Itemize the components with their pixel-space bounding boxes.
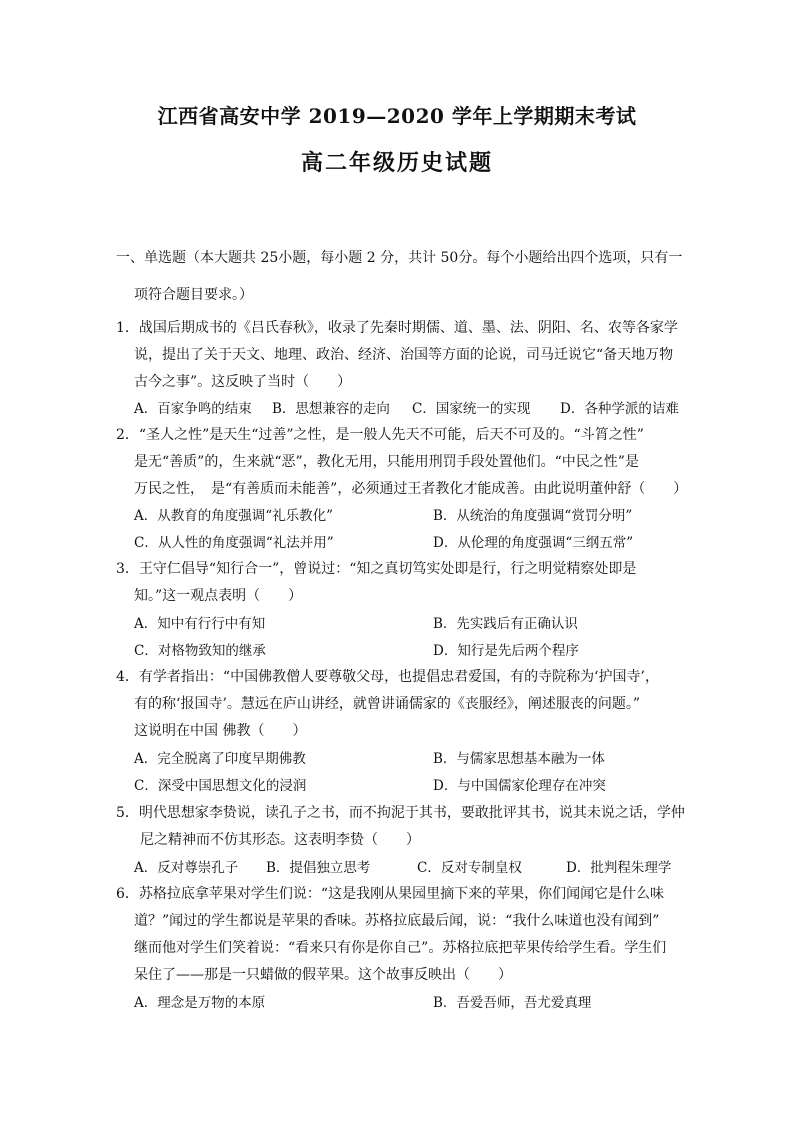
question-5-text: 5．明代思想家李贽说，读孔子之书，而不拘泥于其书，要敢批评其书，说其未说之话，学仲 bbox=[116, 805, 685, 821]
question-1-option-a: A．百家争鸣的结束 bbox=[134, 401, 252, 417]
question-6-text: 呆住了——那是一只蜡做的假苹果。这个故事反映出（ ） bbox=[134, 967, 512, 983]
question-4-text: 这说明在中国 佛教（ ） bbox=[134, 723, 307, 739]
question-6-text: 道？”闻过的学生都说是苹果的香味。苏格拉底最后闻，说：“我什么味道也没有闻到” bbox=[134, 913, 660, 929]
question-5-option-c: C．反对专制皇权 bbox=[417, 860, 522, 876]
question-2-option-d: D．从伦理的角度强调“三纲五常” bbox=[433, 535, 634, 551]
question-4-option-c: C．深受中国思想文化的浸润 bbox=[134, 778, 307, 794]
question-1-text: 1．战国后期成书的《吕氏春秋》，收录了先秦时期儒、道、墨、法、阴阳、名、农等各家学 bbox=[116, 320, 678, 336]
question-6-option-a: A．理念是万物的本原 bbox=[134, 995, 266, 1011]
question-5-option-b: B．提倡独立思考 bbox=[266, 860, 371, 876]
question-3-option-d: D．知行是先后两个程序 bbox=[433, 643, 579, 659]
question-6-text: 6．苏格拉底拿苹果对学生们说：“这是我刚从果园里摘下来的苹果，你们闻闻它是什么味 bbox=[116, 886, 665, 902]
question-3-text: 知。”这一观点表明（ ） bbox=[134, 588, 303, 604]
question-4-option-a: A．完全脱离了印度早期佛教 bbox=[134, 751, 306, 767]
question-4-text: 有的称‘报国寺’。慧远在庐山讲经，就曾讲诵儒家的《丧服经》，阐述服丧的问题。” bbox=[134, 696, 641, 712]
question-5-option-d: D．批判程朱理学 bbox=[566, 860, 672, 876]
question-3-option-b: B．先实践后有正确认识 bbox=[433, 616, 578, 632]
question-2-text: 万民之性， 是“有善质而未能善”，必须通过王者教化才能成善。由此说明董仲舒（ ） bbox=[134, 481, 688, 497]
question-1-option-d: D．各种学派的诘难 bbox=[560, 401, 679, 417]
question-3-text: 3．王守仁倡导“知行合一”，曾说过：“知之真切笃实处即是行，行之明觉精察处即是 bbox=[116, 561, 637, 577]
exam-subtitle: 高二年级历史试题 bbox=[300, 150, 493, 176]
question-2-text: 是无“善质”的，生来就“恶”，教化无用，只能用刑罚手段处置他们。“中民之性”是 bbox=[134, 454, 639, 470]
question-1-text: 说，提出了关于天文、地理、政治、经济、治国等方面的论说，司马迁说它“备天地万物 bbox=[134, 347, 674, 363]
question-3-option-c: C．对格物致知的继承 bbox=[134, 643, 266, 659]
question-3-option-a: A．知中有行行中有知 bbox=[134, 616, 266, 632]
question-2-option-a: A．从教育的角度强调“礼乐教化” bbox=[134, 508, 334, 524]
question-5-text: 尼之精神而不仿其形态。这表明李贽（ ） bbox=[140, 832, 420, 848]
question-1-text: 古今之事”。这反映了当时（ ） bbox=[134, 374, 352, 390]
section-heading: 一、单选题（本大题共 25小题，每小题 2 分，共计 50分。每个小题给出四个选项，只有一 bbox=[116, 250, 683, 266]
section-heading-cont: 项符合题目要求。） bbox=[134, 287, 253, 303]
question-2-option-c: C．从人性的角度强调“礼法并用” bbox=[134, 535, 334, 551]
question-2-text: 2．“圣人之性”是天生“过善”之性，是一般人先天不可能，后天不可及的。“斗筲之性” bbox=[116, 427, 644, 443]
exam-title: 江西省高安中学 2019—2020 学年上学期期末考试 bbox=[157, 104, 637, 128]
question-4-option-d: D．与中国儒家伦理存在冲突 bbox=[433, 778, 606, 794]
question-1-option-c: C．国家统一的实现 bbox=[412, 401, 531, 417]
question-1-option-b: B．思想兼容的走向 bbox=[272, 401, 390, 417]
question-4-option-b: B．与儒家思想基本融为一体 bbox=[433, 751, 605, 767]
question-4-text: 4．有学者指出：“中国佛教僧人要尊敬父母，也提倡忠君爱国，有的寺院称为‘护国寺’， bbox=[116, 669, 659, 685]
question-5-option-a: A．反对尊崇孔子 bbox=[134, 860, 239, 876]
question-6-text: 继而他对学生们笑着说：“看来只有你是你自己”。苏格拉底把苹果传给学生看。学生们 bbox=[134, 940, 667, 956]
question-2-option-b: B．从统治的角度强调“赏罚分明” bbox=[433, 508, 633, 524]
question-6-option-b: B．吾爱吾师，吾尤爱真理 bbox=[433, 995, 592, 1011]
